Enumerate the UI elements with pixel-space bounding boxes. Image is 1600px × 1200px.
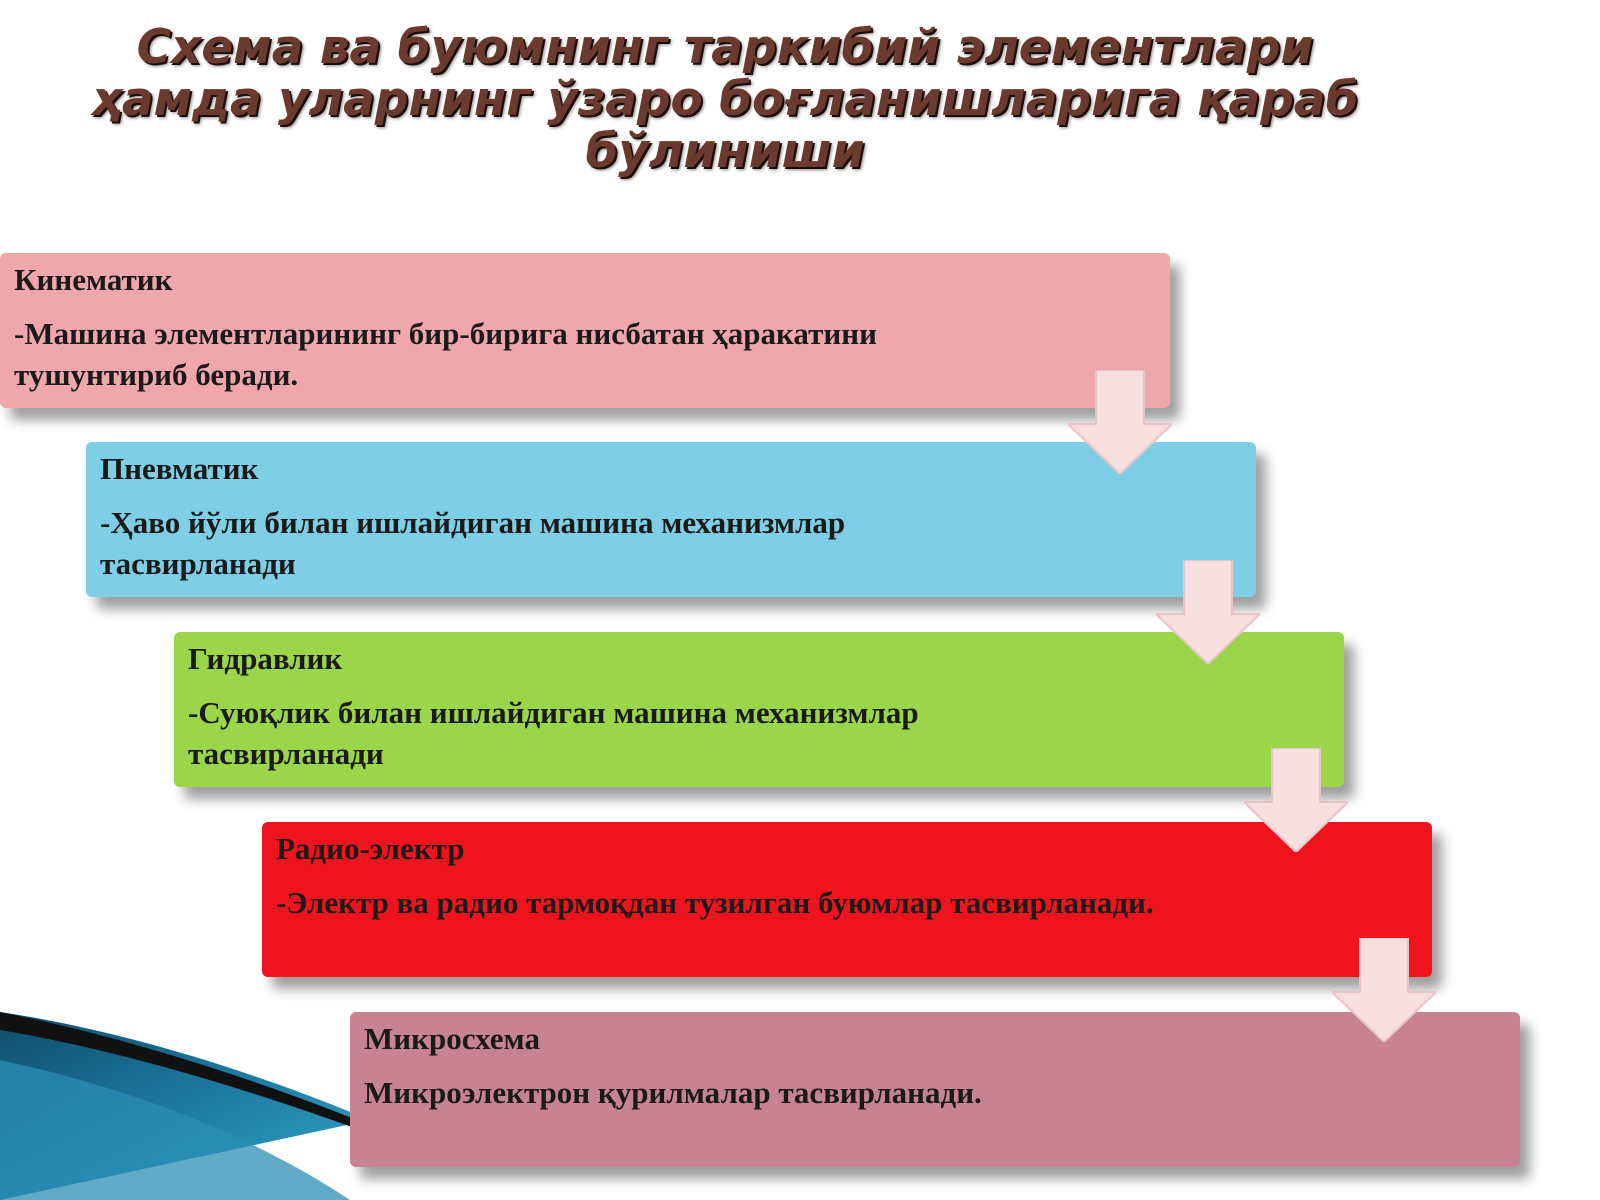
step-description: -Машина элементларининг бир-бирига нисбатан ҳаракатини тушунтириб беради. bbox=[14, 316, 877, 392]
down-arrow-icon bbox=[1068, 370, 1172, 474]
down-arrow-icon bbox=[1332, 938, 1436, 1042]
down-arrow-icon bbox=[1244, 748, 1348, 852]
step-heading: Радио-электр bbox=[276, 831, 465, 866]
step-heading: Гидравлик bbox=[188, 641, 343, 676]
step-heading: Кинематик bbox=[14, 262, 173, 297]
step-description: -Электр ва радио тармоқдан тузилган буюмлар тасвирланади. bbox=[276, 885, 1154, 920]
title-line-3: бўлиниши bbox=[585, 124, 865, 179]
step-description: -Суюқлик билан ишлайдиган машина механизмлар тасвирланади bbox=[188, 695, 919, 771]
title-line-2: ҳамда уларнинг ўзаро боғланишларига қараб bbox=[91, 72, 1359, 127]
down-arrow-icon bbox=[1156, 560, 1260, 664]
slide-title bbox=[60, 22, 1390, 178]
step-description: -Ҳаво йўли билан ишлайдиган машина механизмлар тасвирланади bbox=[100, 505, 846, 581]
step-heading: Микросхема bbox=[364, 1021, 540, 1056]
step-heading: Пневматик bbox=[100, 451, 259, 486]
step-description: Микроэлектрон қурилмалар тасвирланади. bbox=[364, 1075, 982, 1110]
title-line-1: Схема ва буюмнинг таркибий элементлари bbox=[136, 20, 1314, 75]
step-box-kinematic bbox=[0, 253, 1170, 408]
